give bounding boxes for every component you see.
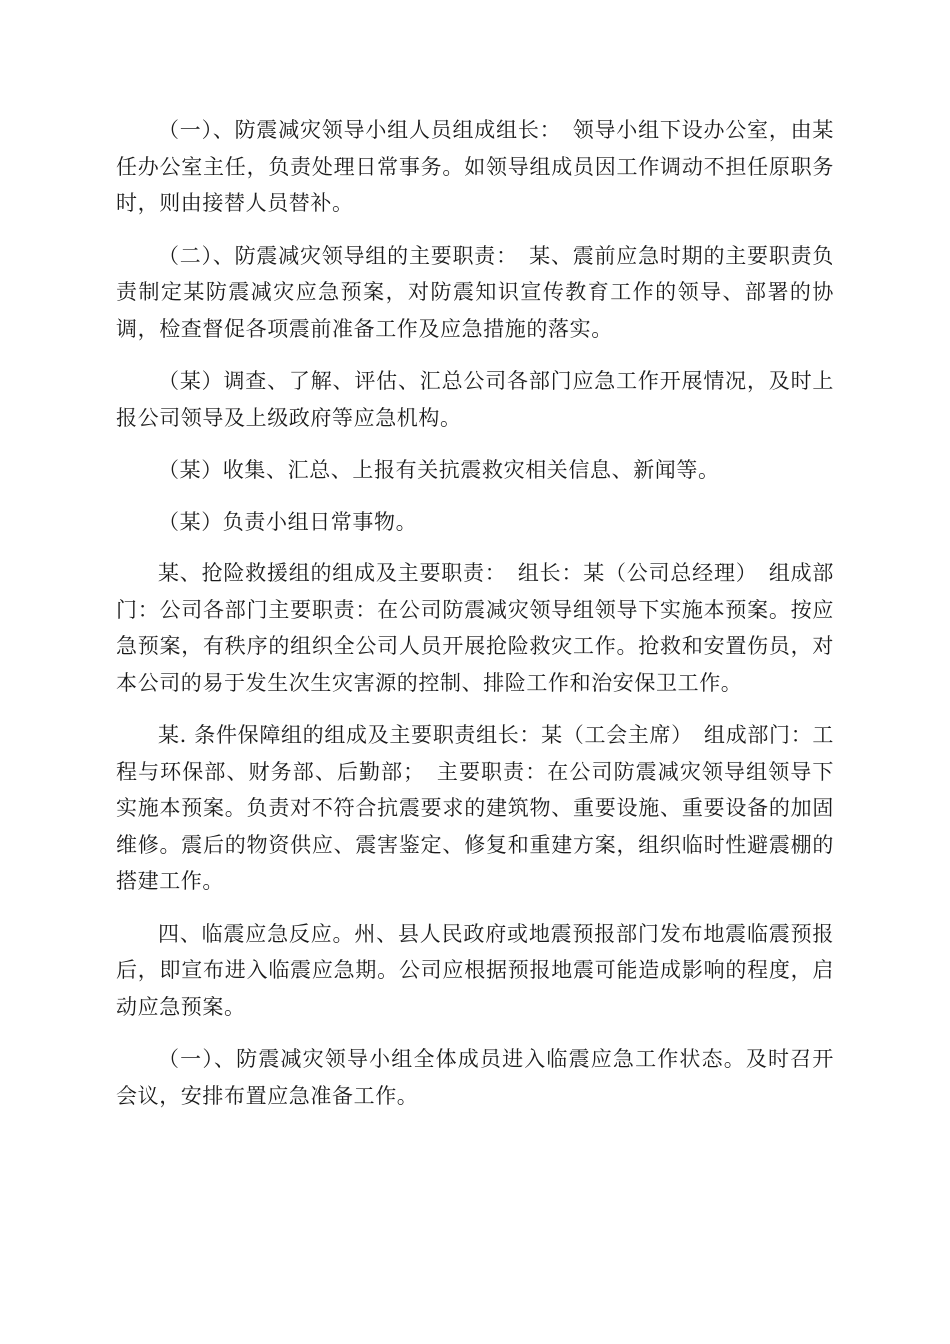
paragraph-daily-affairs: （某）负责小组日常事物。: [158, 509, 418, 534]
paragraph-all-members-emergency-state: （一）、防震减灾领导小组全体成员进入临震应急工作状态。及时召开会议，安排布置应急准备工作。: [116, 1047, 834, 1108]
paragraph-leadership-group-duties: （二）、防震减灾领导组的主要职责： 某、震前应急时期的主要职责负责制定某防震减灾应急预案，对防震知识宣传教育工作的领导、部署的协调，检查督促各项震前准备工作及应急措施的落实。: [116, 243, 834, 341]
paragraph-support-group: 某. 条件保障组的组成及主要职责组长：某（工会主席） 组成部门：工程与环保部、财务部、后勤部； 主要职责：在公司防震减灾领导组领导下实施本预案。负责对不符合抗震要求的建筑物、重要设施、重要设备的加固维修。震后的物资供应、震害鉴定、修复和重建方案，组织临时性避震棚的搭建工作。: [116, 723, 834, 893]
paragraph-rescue-group: 某、抢险救援组的组成及主要职责： 组长：某（公司总经理） 组成部门：公司各部门主要职责：在公司防震减灾领导组领导下实施本预案。按应急预案，有秩序的组织全公司人员开展抢险救灾工作。抢救和安置伤员，对本公司的易于发生次生灾害源的控制、排险工作和治安保卫工作。: [116, 561, 834, 695]
paragraph-leadership-group-composition: （一）、防震减灾领导小组人员组成组长： 领导小组下设办公室，由某任办公室主任，负责处理日常事务。如领导组成员因工作调动不担任原职务时，则由接替人员替补。: [116, 118, 834, 215]
paragraph-emergency-response: 四、临震应急反应。州、县人民政府或地震预报部门发布地震临震预报后，即宣布进入临震应急期。公司应根据预报地震可能造成影响的程度，启动应急预案。: [116, 921, 834, 1019]
paragraph-investigate-report: （某）调查、了解、评估、汇总公司各部门应急工作开展情况，及时上报公司领导及上级政府等应急机构。: [116, 369, 834, 430]
document-page: [116, 112, 834, 1114]
paragraph-collect-information: （某）收集、汇总、上报有关抗震救灾相关信息、新闻等。: [158, 458, 720, 482]
